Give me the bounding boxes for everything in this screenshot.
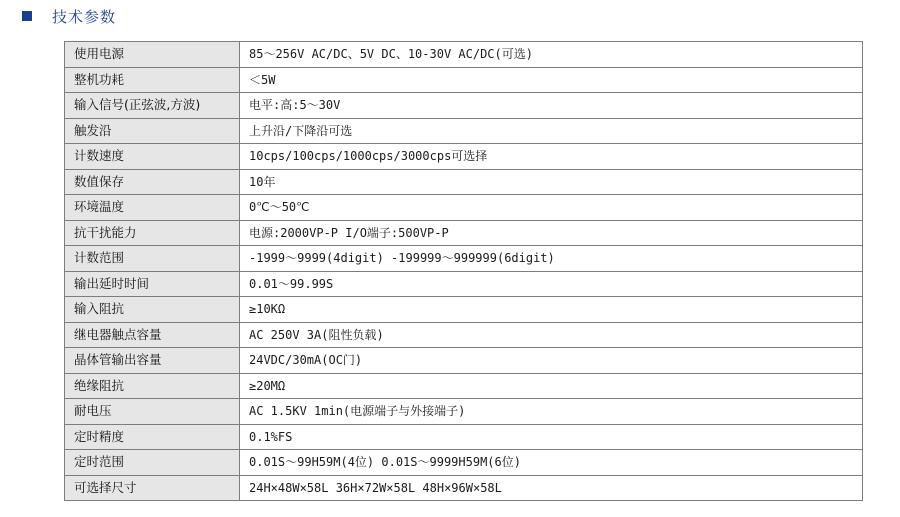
square-bullet-icon bbox=[22, 11, 32, 21]
spec-label: 触发沿 bbox=[65, 118, 240, 144]
spec-value: ＜5W bbox=[240, 67, 863, 93]
spec-value: 0.1%FS bbox=[240, 424, 863, 450]
spec-label: 耐电压 bbox=[65, 399, 240, 425]
spec-value: 85～256V AC/DC、5V DC、10-30V AC/DC(可选) bbox=[240, 42, 863, 68]
spec-label: 可选择尺寸 bbox=[65, 475, 240, 501]
table-row bbox=[65, 297, 863, 323]
spec-value: 上升沿/下降沿可选 bbox=[240, 118, 863, 144]
table-row bbox=[65, 271, 863, 297]
spec-label: 数值保存 bbox=[65, 169, 240, 195]
table-row bbox=[65, 169, 863, 195]
spec-value: AC 1.5KV 1min(电源端子与外接端子) bbox=[240, 399, 863, 425]
table-row bbox=[65, 195, 863, 221]
spec-label: 整机功耗 bbox=[65, 67, 240, 93]
table-row bbox=[65, 373, 863, 399]
spec-label: 计数速度 bbox=[65, 144, 240, 170]
spec-value: 24H×48W×58L 36H×72W×58L 48H×96W×58L bbox=[240, 475, 863, 501]
section-title: 技术参数 bbox=[52, 7, 117, 26]
spec-value: 0.01S～99H59M(4位) 0.01S～9999H59M(6位) bbox=[240, 450, 863, 476]
table-row bbox=[65, 475, 863, 501]
spec-table-body bbox=[65, 42, 863, 501]
table-row bbox=[65, 67, 863, 93]
spec-label: 晶体管输出容量 bbox=[65, 348, 240, 374]
table-row bbox=[65, 93, 863, 119]
spec-value: 0℃～50℃ bbox=[240, 195, 863, 221]
spec-label: 继电器触点容量 bbox=[65, 322, 240, 348]
table-row bbox=[65, 118, 863, 144]
table-row bbox=[65, 42, 863, 68]
spec-value: 24VDC/30mA(OC门) bbox=[240, 348, 863, 374]
section-header bbox=[22, 6, 116, 26]
spec-value: 10cps/100cps/1000cps/3000cps可选择 bbox=[240, 144, 863, 170]
spec-label: 计数范围 bbox=[65, 246, 240, 272]
spec-value: ≥10KΩ bbox=[240, 297, 863, 323]
spec-label: 绝缘阻抗 bbox=[65, 373, 240, 399]
spec-label: 环境温度 bbox=[65, 195, 240, 221]
table-row bbox=[65, 246, 863, 272]
spec-table bbox=[64, 41, 863, 501]
table-row bbox=[65, 220, 863, 246]
table-row bbox=[65, 424, 863, 450]
table-row bbox=[65, 322, 863, 348]
spec-label: 定时精度 bbox=[65, 424, 240, 450]
table-row bbox=[65, 348, 863, 374]
spec-value: 电平:高:5～30V bbox=[240, 93, 863, 119]
table-row bbox=[65, 144, 863, 170]
table-row bbox=[65, 450, 863, 476]
spec-value: 10年 bbox=[240, 169, 863, 195]
spec-label: 输入阻抗 bbox=[65, 297, 240, 323]
spec-value: 电源:2000VP-P I/O端子:500VP-P bbox=[240, 220, 863, 246]
spec-value: 0.01～99.99S bbox=[240, 271, 863, 297]
spec-label: 输出延时时间 bbox=[65, 271, 240, 297]
spec-label: 使用电源 bbox=[65, 42, 240, 68]
spec-value: ≥20MΩ bbox=[240, 373, 863, 399]
spec-label: 输入信号(正弦波,方波) bbox=[65, 93, 240, 119]
spec-value: -1999～9999(4digit) -199999～999999(6digit) bbox=[240, 246, 863, 272]
spec-value: AC 250V 3A(阻性负载) bbox=[240, 322, 863, 348]
table-row bbox=[65, 399, 863, 425]
spec-label: 定时范围 bbox=[65, 450, 240, 476]
spec-label: 抗干扰能力 bbox=[65, 220, 240, 246]
